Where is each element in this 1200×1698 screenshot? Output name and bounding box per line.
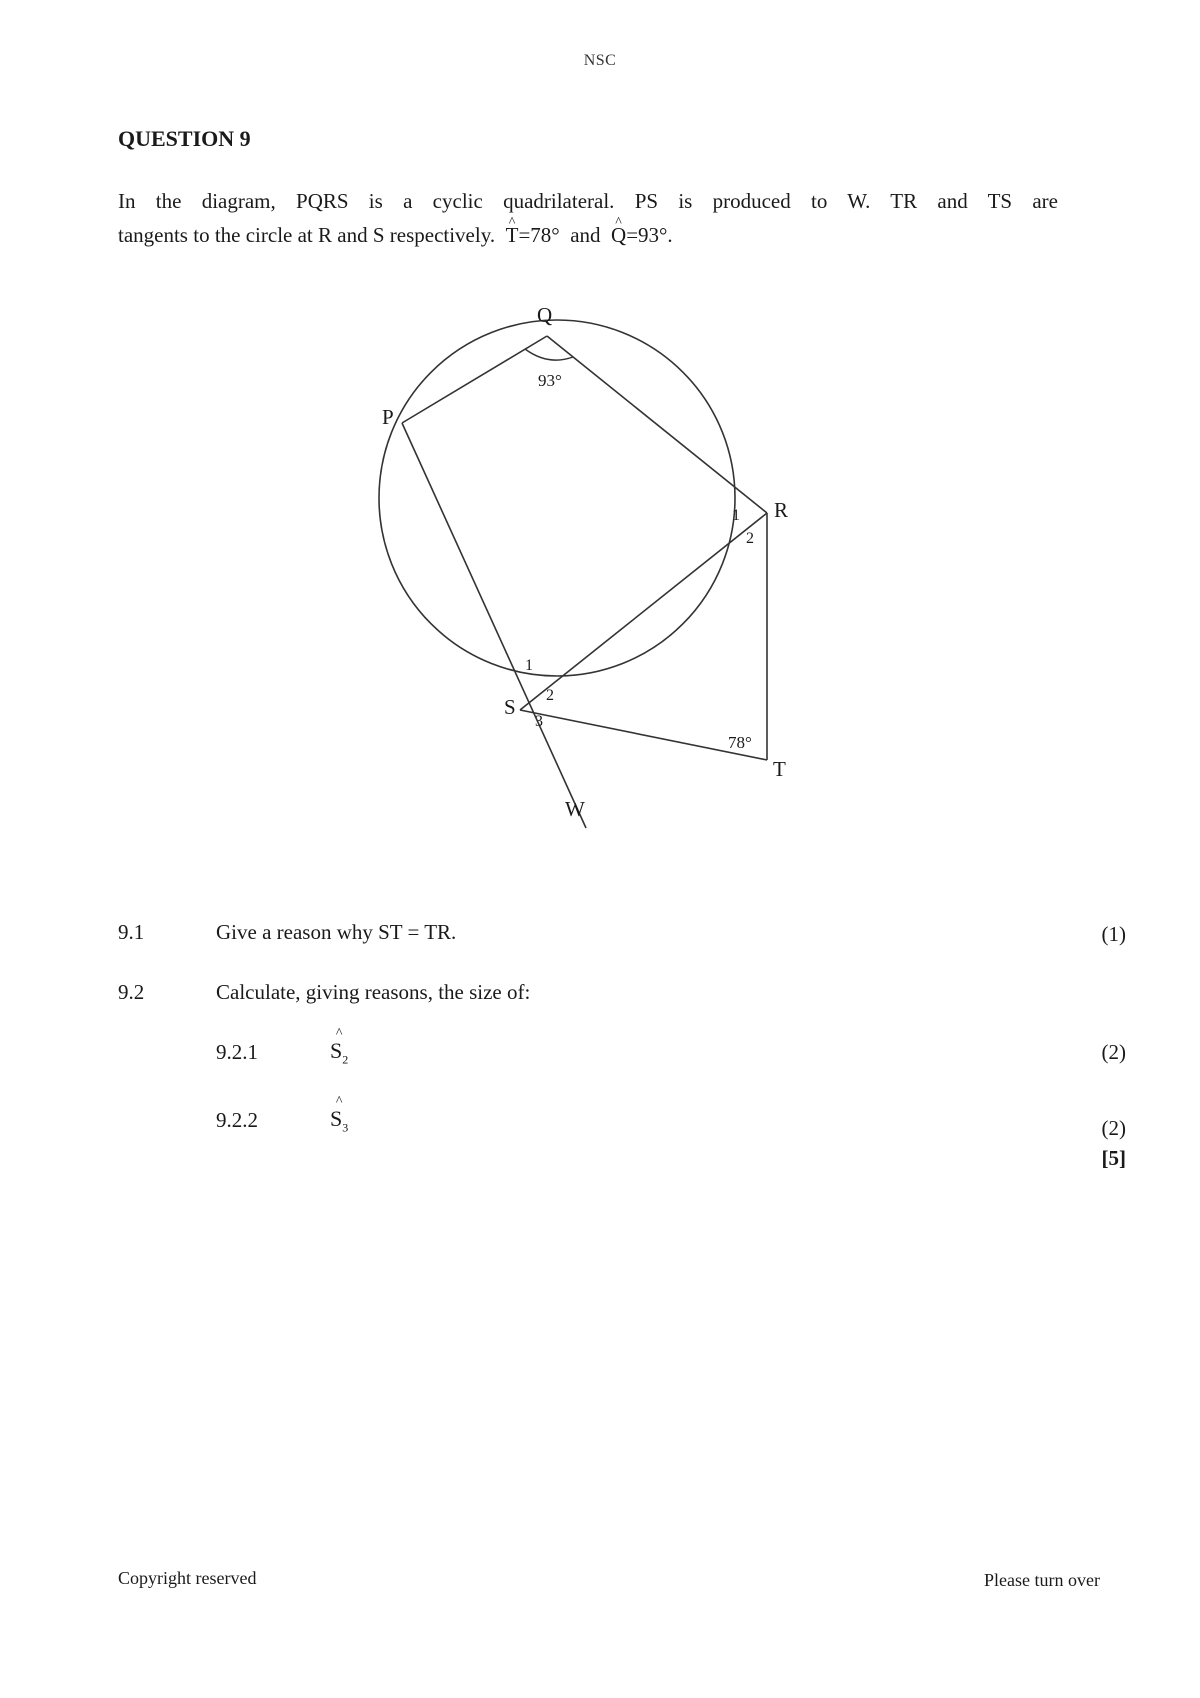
angle-s2-symbol: ^ $S_2$ [330,1038,348,1067]
intro-line-2-text: tangents to the circle at R and S respectively. [118,223,496,247]
subitem-number-9-2-1: 9.2.1 [216,1040,258,1064]
line-rs [520,513,767,710]
angle-r1-label: 1 [732,507,740,524]
angle-q-symbol: ^ Q [611,218,626,252]
subitem-mark-9-2-2: (2) [1101,1116,1126,1140]
angle-t-symbol: ^ T [506,218,519,252]
item-text-9-1: Give a reason why ST = TR. [216,920,457,944]
item-number-9-2: 9.2 [118,980,145,1004]
intro-line-1: In the diagram, PQRS is a cyclic quadrilateral. PS is produced to W. TR and TS are [118,189,1058,213]
angle-s1-label: 1 [525,657,533,674]
geometry-diagram [360,300,840,860]
line-psw [402,423,586,828]
item-text-9-2: Calculate, giving reasons, the size of: [216,980,531,1004]
line-qr [547,336,767,513]
label-p: P [382,405,394,429]
subitem-mark-9-2-1: (2) [1101,1040,1126,1064]
question-intro [118,184,1058,252]
angle-t-label: 78° [728,733,752,752]
question-title: QUESTION 9 [118,126,251,151]
footer-turn-over: Please turn over [984,1570,1100,1590]
item-number-9-1: 9.1 [118,920,145,944]
angle-q-label: 93° [538,371,562,390]
question-total: [5] [1101,1146,1126,1170]
subitem-symbol-9-2-1 [330,1038,348,1067]
subitem-number-9-2-2: 9.2.2 [216,1108,258,1132]
angle-r2-label: 2 [746,530,754,547]
intro-and: and [570,223,601,247]
label-q: Q [537,303,553,327]
label-t: T [773,757,786,781]
page-header: NSC [583,52,617,69]
angle-s3-symbol: ^ $S_3$ [330,1106,348,1135]
angle-s2-label: 2 [546,687,554,704]
angle-q-value: =93°. [626,223,673,247]
footer-copyright: Copyright reserved [118,1568,257,1588]
item-mark-9-1: (1) [1101,922,1126,946]
subitem-symbol-9-2-2 [330,1106,348,1135]
label-w: W [565,797,585,821]
label-s: S [504,695,516,719]
circle-diagram-svg [360,300,840,860]
angle-t-value: =78° [518,223,560,247]
intro-line-2 [118,218,1058,252]
angle-s3-label: 3 [535,713,543,730]
label-r: R [774,498,789,522]
